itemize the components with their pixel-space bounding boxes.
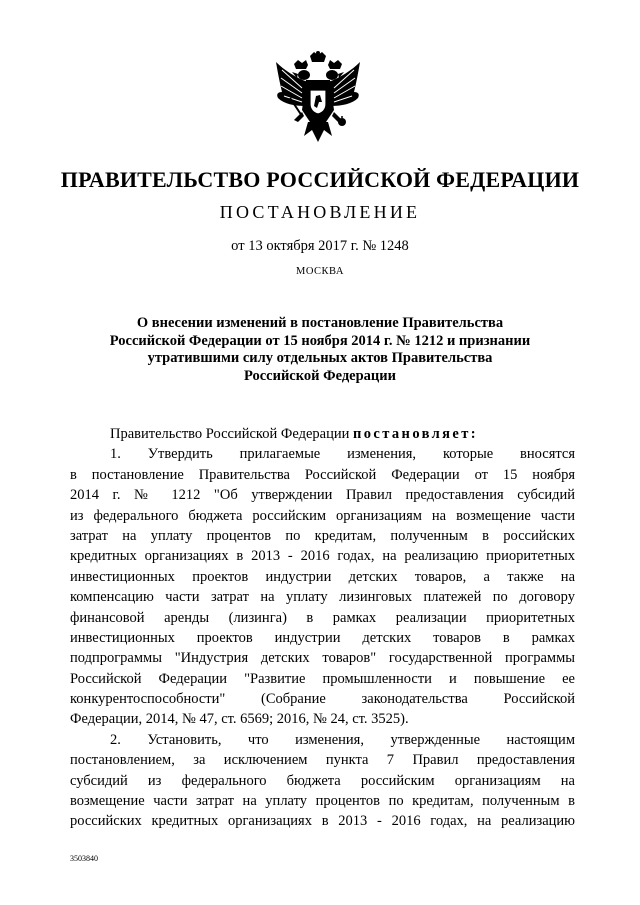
paragraph-2-line: постановлением, за исключением пункта 7 Правил предоставления	[70, 752, 575, 769]
paragraph-2-line: возмещение части затрат на уплату процентов по кредитам, полученным в	[70, 793, 575, 810]
paragraph-1-line: 1. Утвердить прилагаемые изменения, которые вносятся	[110, 446, 575, 463]
paragraph-1-line: подпрограммы "Индустрия детских товаров" государственной программы	[70, 650, 575, 667]
heading-line: О внесении изменений в постановление Правительства	[136, 315, 504, 331]
paragraph-1-line: из федерального бюджета российским организациям на возмещение части	[70, 507, 575, 524]
document-type: ПОСТАНОВЛЕНИЕ	[219, 202, 421, 222]
paragraph-1-line: компенсацию части затрат на уплату лизинговых платежей по договору	[70, 589, 575, 606]
document-heading	[70, 315, 570, 385]
coat-of-arms-emblem	[272, 50, 364, 146]
document-body	[70, 424, 575, 832]
government-title: ПРАВИТЕЛЬСТВО РОССИЙСКОЙ ФЕДЕРАЦИИ	[60, 167, 580, 192]
paragraph-2-line: субсидий из федерального бюджета российским организациям на	[70, 772, 575, 789]
paragraph-1-line: 2014 г. № 1212 "Об утверждении Правил предоставления субсидий	[70, 487, 575, 504]
paragraph-2-line: российских кредитных организациях в 2013 - 2016 годах, на реализацию	[70, 813, 575, 830]
paragraph-1-line: инвестиционных проектов индустрии детских товаров, а также на	[70, 568, 575, 585]
resolves-word: постановляет:	[352, 426, 479, 442]
paragraph-1-line: затрат на уплату процентов по кредитам, полученным в российских	[70, 527, 575, 544]
paragraph-1-line: Федерации, 2014, № 47, ст. 6569; 2016, № 24, ст. 3525).	[70, 711, 409, 728]
paragraph-1-line: конкурентоспособности" (Собрание законодательства Российской	[70, 691, 575, 708]
paragraph-1-line: финансовой аренды (лизинга) в рамках реализации приоритетных	[70, 609, 575, 626]
paragraph-1-line: Российской Федерации "Развитие промышленности и повышение ее	[70, 670, 575, 687]
heading-line: Российской Федерации от 15 ноября 2014 г. № 1212 и признании	[109, 332, 531, 349]
document-city: МОСКВА	[296, 266, 344, 277]
russian-coat-of-arms-icon	[272, 50, 364, 146]
document-code: 3503840	[70, 854, 98, 863]
paragraph-1-line: кредитных организациях в 2013 - 2016 годах, на реализацию приоритетных	[70, 548, 575, 565]
paragraph-1-line: инвестиционных проектов индустрии детских товаров в рамках	[70, 629, 575, 646]
paragraph-2-line: 2. Установить, что изменения, утвержденные настоящим	[110, 731, 575, 748]
document-date-number: от 13 октября 2017 г. № 1248	[231, 238, 409, 254]
intro-line	[70, 424, 575, 444]
heading-line: утратившими силу отдельных актов Правительства	[147, 350, 493, 367]
heading-line: Российской Федерации	[243, 367, 396, 384]
intro-text: Правительство Российской Федерации	[110, 426, 353, 442]
paragraph-1-line: в постановление Правительства Российской Федерации от 15 ноября	[70, 466, 575, 483]
